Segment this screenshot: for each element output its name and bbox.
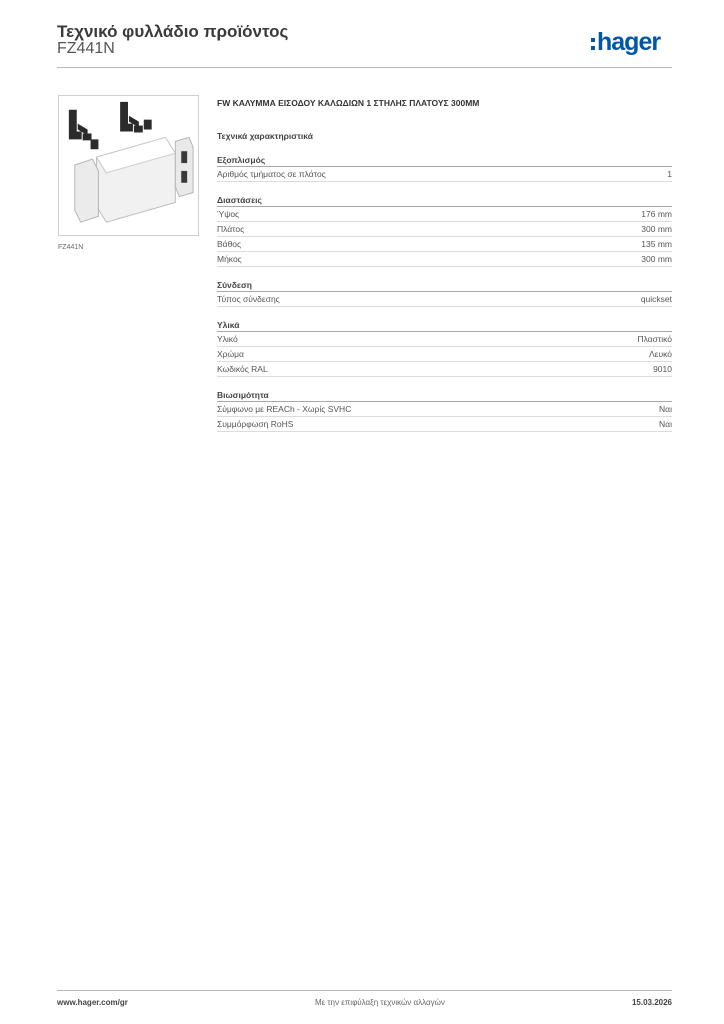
spec-key: Αριθμός τμήματος σε πλάτος: [217, 169, 326, 179]
spec-value: 1: [667, 169, 672, 179]
spec-key: Πλάτος: [217, 224, 245, 234]
image-caption: FZ441N: [58, 244, 84, 251]
spec-row: [217, 252, 672, 267]
spec-content: [217, 96, 672, 432]
spec-value: Πλαστικό: [637, 334, 672, 344]
spec-value: 300 mm: [641, 224, 672, 234]
spec-value: Λευκό: [649, 349, 672, 359]
spec-row: [217, 167, 672, 182]
features-heading: Τεχνικά χαρακτηριστικά: [217, 131, 313, 141]
footer-note: Με την επιφύλαξη τεχνικών αλλαγών: [314, 998, 445, 1007]
logo-wordmark: hager: [597, 28, 661, 56]
page-title: Τεχνικό φυλλάδιο προϊόντος: [57, 22, 289, 41]
spec-row: [217, 222, 672, 237]
section-sustainability: [217, 389, 672, 432]
logo-dots-icon: [591, 38, 595, 50]
spec-row: [217, 237, 672, 252]
section-title: Βιωσιμότητα: [217, 389, 672, 402]
spec-value: Ναι: [659, 419, 672, 429]
footer-date: 15.03.2026: [631, 998, 672, 1007]
spec-row: [217, 207, 672, 222]
spec-row: [217, 292, 672, 307]
spec-key: Βάθος: [217, 239, 242, 249]
footer-divider: [57, 990, 672, 991]
product-name: FW ΚΑΛΥΜΜΑ ΕΙΣΟΔΟΥ ΚΑΛΩΔΙΩΝ 1 ΣΤΗΛΗΣ ΠΛΑΤΟΥΣ 300MM: [217, 98, 480, 108]
hager-logo: [591, 28, 660, 57]
spec-value: 135 mm: [641, 239, 672, 249]
spec-key: Σύμφωνο με REACh - Χωρίς SVHC: [217, 404, 352, 414]
spec-key: Χρώμα: [217, 349, 244, 359]
spec-key: Κωδικός RAL: [217, 364, 268, 374]
spec-row: [217, 402, 672, 417]
section-title: Υλικά: [217, 319, 672, 332]
footer-url-link[interactable]: www.hager.com/gr: [57, 998, 128, 1007]
spec-key: Συμμόρφωση RoHS: [217, 419, 294, 429]
section-connection: [217, 279, 672, 307]
spec-row: [217, 347, 672, 362]
spec-value: 300 mm: [641, 254, 672, 264]
section-title: Διαστάσεις: [217, 194, 672, 207]
spec-value: 9010: [653, 364, 672, 374]
spec-row: [217, 417, 672, 432]
section-title: Σύνδεση: [217, 279, 672, 292]
spec-row: [217, 332, 672, 347]
product-code: FZ441N: [57, 40, 115, 57]
section-materials: [217, 319, 672, 377]
footer: [57, 998, 672, 1007]
product-image: [58, 95, 199, 236]
section-dimensions: [217, 194, 672, 267]
spec-key: Μήκος: [217, 254, 242, 264]
spec-row: [217, 362, 672, 377]
spec-value: 176 mm: [641, 209, 672, 219]
product-photo-icon: [59, 96, 198, 235]
section-equipment: [217, 154, 672, 182]
spec-value: quickset: [640, 294, 672, 304]
header-divider: [57, 67, 672, 68]
spec-key: Υλικό: [217, 334, 238, 344]
section-title: Εξοπλισμός: [217, 154, 672, 167]
spec-value: Ναι: [659, 404, 672, 414]
spec-key: Τύπος σύνδεσης: [217, 294, 280, 304]
spec-key: Ύψος: [217, 209, 240, 219]
